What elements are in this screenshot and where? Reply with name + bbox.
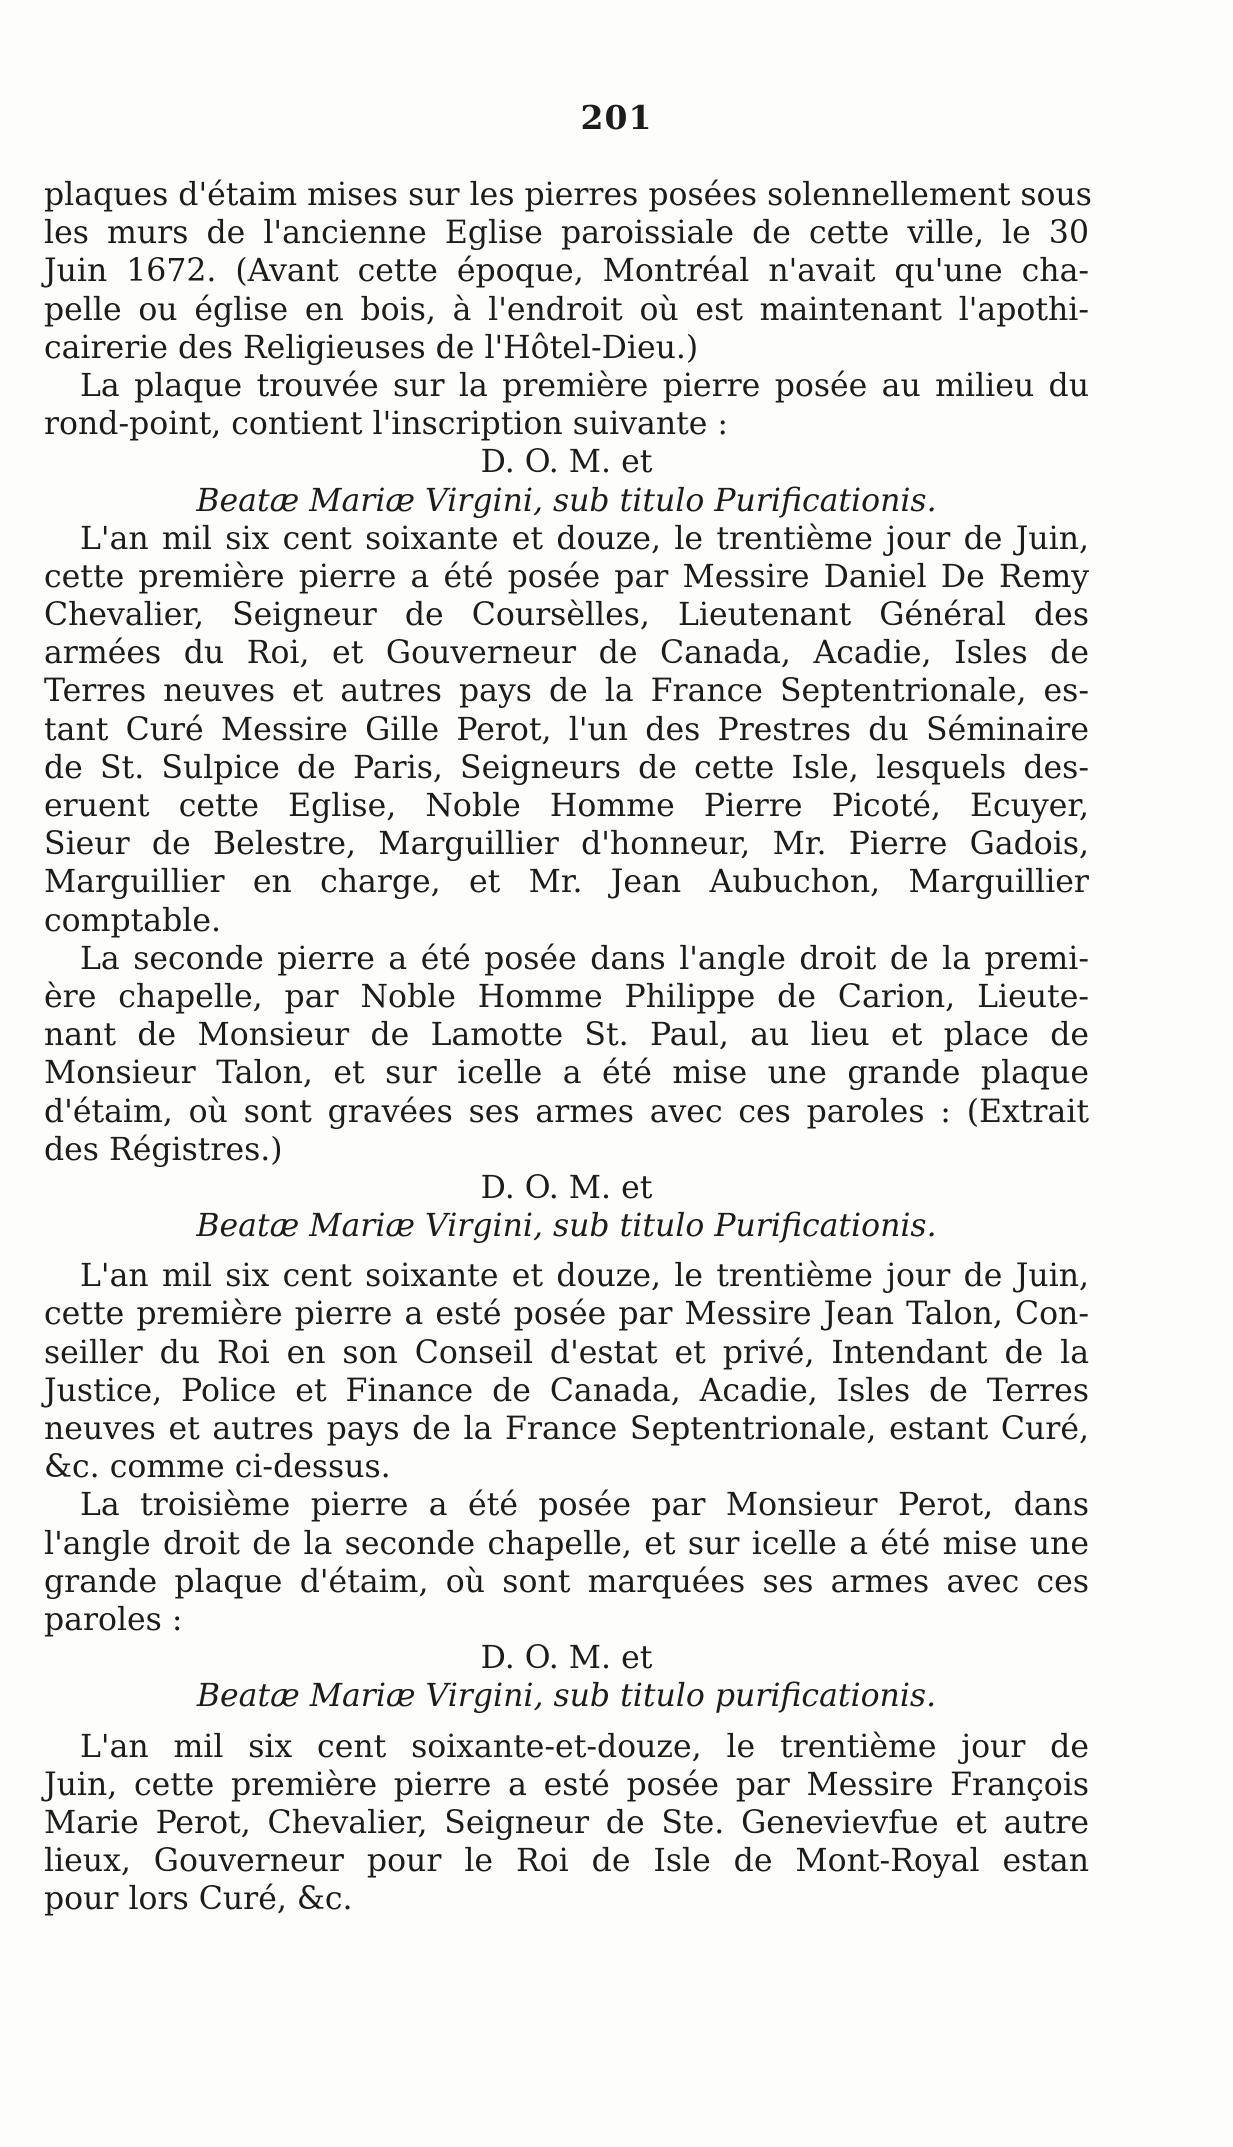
inscription-line: Beatæ Mariæ Virgini, sub titulo purificationis. — [196, 1678, 937, 1715]
text-line: L'an mil six cent soixante-et-douze, le trentième jour de — [80, 1728, 1089, 1765]
body-text — [44, 176, 1092, 1918]
inscription-line: Beatæ Mariæ Virgini, sub titulo Purificationis. — [196, 1208, 937, 1245]
text-line: nant de Monsieur de Lamotte St. Paul, au lieu et place de — [44, 1017, 1089, 1054]
text-line: Monsieur Talon, et sur icelle a été mise une grande plaque — [44, 1055, 1089, 1092]
text-line: comptable. — [44, 902, 221, 939]
page-number: 201 — [580, 98, 653, 137]
text-line: d'étaim, où sont gravées ses armes avec ces paroles : (Extrait — [44, 1093, 1089, 1130]
text-line: Terres neuves et autres pays de la France Septentrionale, es- — [44, 673, 1089, 710]
text-line: grande plaque d'étaim, où sont marquées ses armes avec ces — [44, 1563, 1089, 1600]
text-line: neuves et autres pays de la France Septentrionale, estant Curé, — [44, 1411, 1089, 1447]
text-line: plaques d'étaim mises sur les pierres posées solennellement sous — [44, 177, 1092, 213]
text-line: l'angle droit de la seconde chapelle, et sur icelle a été mise une — [44, 1525, 1089, 1562]
inscription-line: D. O. M. et — [480, 444, 653, 481]
text-line: La seconde pierre a été posée dans l'angle droit de la premi- — [80, 940, 1089, 977]
text-line: Juin, cette première pierre a esté posée par Messire François — [44, 1766, 1089, 1803]
text-line: pelle ou église en bois, à l'endroit où est maintenant l'apothi- — [44, 291, 1089, 328]
text-line: &c. comme ci-dessus. — [44, 1449, 391, 1486]
text-line: cairerie des Religieuses de l'Hôtel-Dieu.) — [44, 329, 699, 366]
text-line: Juin 1672. (Avant cette époque, Montréal n'avait qu'une cha- — [44, 253, 1089, 290]
text-line: Sieur de Belestre, Marguillier d'honneur, Mr. Pierre Gadois, — [44, 826, 1089, 863]
text-line: armées du Roi, et Gouverneur de Canada, Acadie, Isles de — [44, 635, 1089, 672]
text-line: La troisième pierre a été posée par Monsieur Perot, dans — [80, 1487, 1089, 1524]
text-line: ère chapelle, par Noble Homme Philippe de Carion, Lieute- — [44, 978, 1089, 1015]
text-line: rond-point, contient l'inscription suivante : — [44, 406, 729, 443]
text-line: lieux, Gouverneur pour le Roi de Isle de Mont-Royal estan — [44, 1843, 1089, 1880]
text-line: seiller du Roi en son Conseil d'estat et privé, Intendant de la — [44, 1334, 1089, 1371]
text-line: L'an mil six cent soixante et douze, le trentième jour de Juin, — [80, 520, 1089, 557]
text-line: L'an mil six cent soixante et douze, le trentième jour de Juin, — [80, 1258, 1089, 1295]
text-line: pour lors Curé, &c. — [44, 1881, 353, 1918]
inscription-line: Beatæ Mariæ Virgini, sub titulo Purificationis. — [196, 482, 937, 519]
text-line: Marguillier en charge, et Mr. Jean Aubuchon, Marguillier — [44, 864, 1089, 901]
text-line: Chevalier, Seigneur de Coursèlles, Lieutenant Général des — [44, 597, 1089, 634]
inscription-line: D. O. M. et — [480, 1640, 653, 1677]
text-line: Justice, Police et Finance de Canada, Acadie, Isles de Terres — [44, 1372, 1089, 1409]
text-line: des Régistres.) — [44, 1131, 283, 1168]
text-line: les murs de l'ancienne Eglise paroissiale de cette ville, le 30 — [44, 215, 1089, 252]
text-line: eruent cette Eglise, Noble Homme Pierre Picoté, Ecuyer, — [44, 788, 1089, 824]
text-line: de St. Sulpice de Paris, Seigneurs de cette Isle, lesquels des- — [44, 749, 1089, 786]
text-line: cette première pierre a esté posée par Messire Jean Talon, Con- — [44, 1296, 1089, 1333]
text-line: La plaque trouvée sur la première pierre posée au milieu du — [80, 367, 1089, 404]
inscription-line: D. O. M. et — [480, 1169, 653, 1206]
text-line: Marie Perot, Chevalier, Seigneur de Ste. Genevievfue et autre — [44, 1804, 1089, 1841]
text-line: cette première pierre a été posée par Messire Daniel De Remy — [44, 558, 1089, 595]
text-line: paroles : — [44, 1601, 183, 1638]
text-line: tant Curé Messire Gille Perot, l'un des Prestres du Séminaire — [44, 711, 1089, 748]
